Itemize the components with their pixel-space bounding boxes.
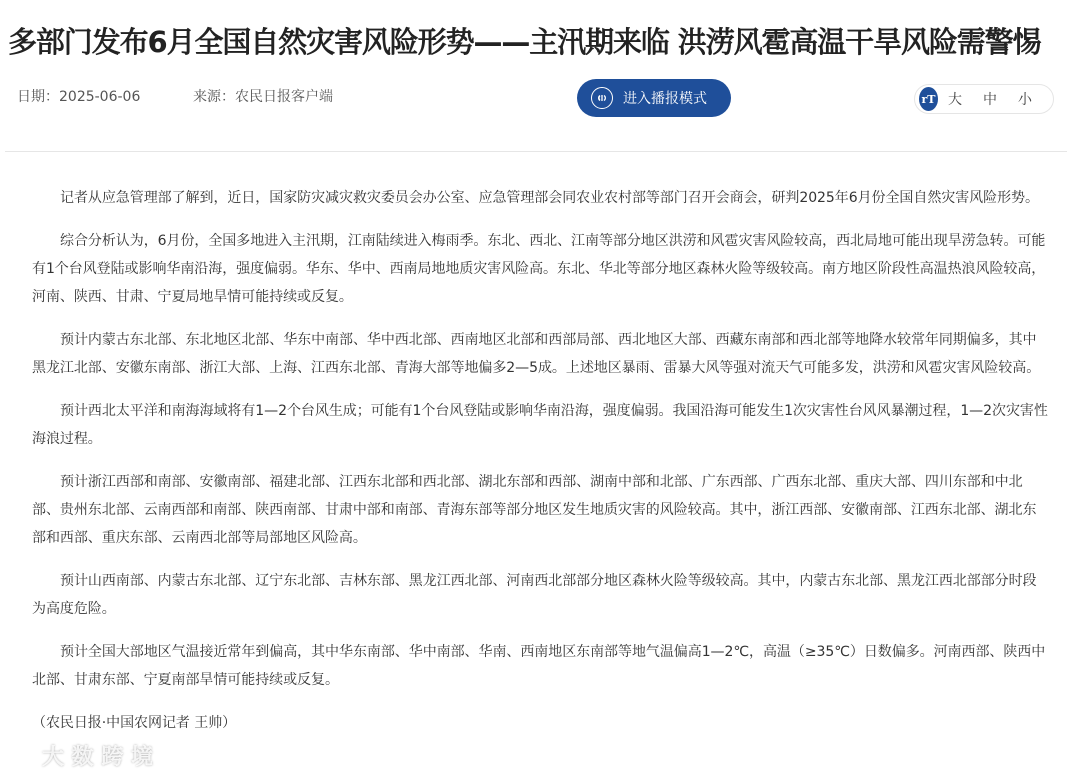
publish-date: 日期：2025-06-06 <box>17 89 141 105</box>
font-size-medium[interactable]: 中 <box>983 92 997 108</box>
article-paragraph: 预计全国大部地区气温接近常年到偏高，其中华东南部、华中南部、华南、西南地区东南部等地气温偏高1—2℃，高温（≥35℃）日数偏多。河南西部、陕西中北部、甘肃东部、宁夏南部旱情可能持续或反复。 <box>32 644 1046 688</box>
font-size-control <box>914 84 1054 114</box>
broadcast-mode-button[interactable] <box>577 79 731 117</box>
article-source: 来源：农民日报客户端 <box>193 89 333 105</box>
article-paragraph: 预计西北太平洋和南海海域将有1—2个台风生成；可能有1个台风登陆或影响华南沿海，强度偏弱。我国沿海可能发生1次灾害性台风风暴潮过程，1—2次灾害性海浪过程。 <box>32 403 1048 447</box>
font-size-small[interactable]: 小 <box>1018 92 1032 108</box>
article-paragraph: 预计浙江西部和南部、安徽南部、福建北部、江西东北部和西北部、湖北东部和西部、湖南中部和北部、广东西部、广西东北部、重庆大部、四川东部和中北部、贵州东北部、云南西部和南部、陕西南部、甘肃中部和南部、青海东部等部分地区发生地质灾害的风险较高。其中，浙江西部、安徽南部、江西东北部、湖北东部和西部、重庆东部、云南西北部等局部地区风险高。 <box>32 474 1037 546</box>
page-title: 多部门发布6月全国自然灾害风险形势——主汛期来临 洪涝风雹高温干旱风险需警惕 <box>8 25 1041 59</box>
broadcast-mode-label: 进入播报模式 <box>623 91 707 107</box>
article-byline: （农民日报·中国农网记者 王帅） <box>32 715 237 731</box>
article-paragraph: 记者从应急管理部了解到，近日，国家防灾减灾救灾委员会办公室、应急管理部会同农业农村部等部门召开会商会，研判2025年6月份全国自然灾害风险形势。 <box>60 190 1039 206</box>
header-divider <box>5 151 1067 152</box>
sohu-logo-icon <box>8 744 38 768</box>
article-paragraph: 综合分析认为，6月份，全国多地进入主汛期，江南陆续进入梅雨季。东北、西北、江南等部分地区洪涝和风雹灾害风险较高，西北局地可能出现旱涝急转。可能有1个台风登陆或影响华南沿海，强度偏弱。华东、华中、西南局地地质灾害风险高。东北、华北等部分地区森林火险等级较高。南方地区阶段性高温热浪风险较高，河南、陕西、甘肃、宁夏局地旱情可能持续或反复。 <box>32 233 1046 305</box>
font-size-icon: rT <box>919 87 938 111</box>
watermark-text: 大 数 跨 境 <box>42 745 153 770</box>
watermark <box>8 740 153 771</box>
article-body <box>32 184 1048 752</box>
audio-wave-icon <box>591 87 613 109</box>
article-paragraph: 预计内蒙古东北部、东北地区北部、华东中南部、华中西北部、西南地区北部和西部局部、西北地区大部、西藏东南部和西北部等地降水较常年同期偏多，其中黑龙江北部、安徽东南部、浙江大部、上海、江西东北部、青海大部等地偏多2—5成。上述地区暴雨、雷暴大风等强对流天气可能多发，洪涝和风雹灾害风险较高。 <box>32 332 1041 376</box>
font-size-large[interactable]: 大 <box>948 92 962 108</box>
article-paragraph: 预计山西南部、内蒙古东北部、辽宁东北部、吉林东部、黑龙江西北部、河南西北部部分地区森林火险等级较高。其中，内蒙古东北部、黑龙江西北部部分时段为高度危险。 <box>32 573 1037 617</box>
